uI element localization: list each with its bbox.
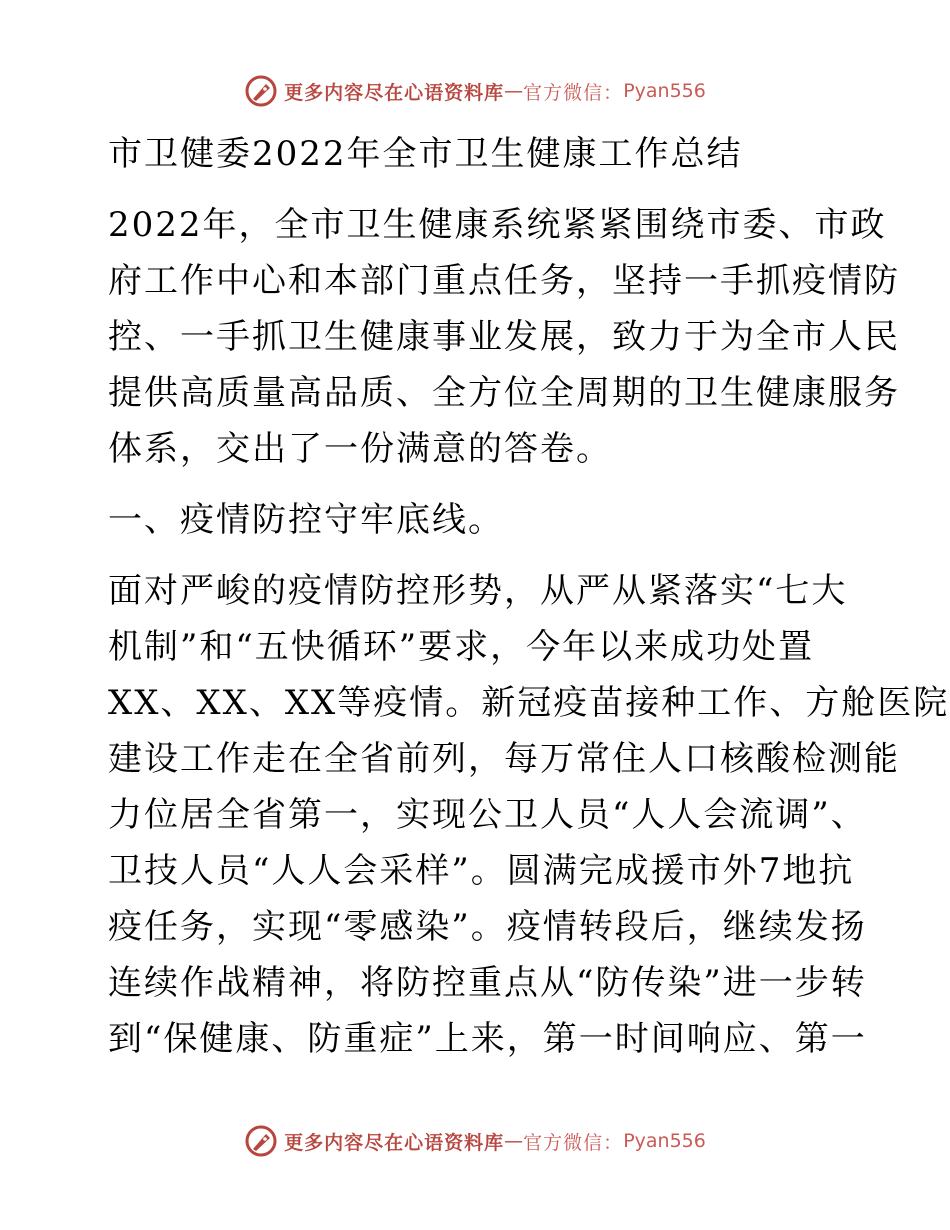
section-line: 力位居全省第一，实现公卫人员“人人会流调”、 [108, 795, 867, 835]
watermark-dash: — [504, 1130, 524, 1152]
section-line: 建设工作走在全省前列，每万常住人口核酸检测能 [108, 739, 900, 779]
section-heading: 一、疫情防控守牢底线。 [108, 500, 504, 540]
pen-nib-circle-icon [244, 1124, 278, 1158]
watermark-brand: 更多内容尽在心语资料库 [284, 1131, 505, 1154]
watermark-brand: 更多内容尽在心语资料库 [284, 81, 505, 104]
watermark-contact-id: Pyan556 [623, 80, 706, 102]
section-line: 机制”和“五快循环”要求，今年以来成功处置 [108, 627, 815, 667]
header-watermark [0, 74, 950, 108]
intro-line: 体系，交出了一份满意的答卷。 [108, 429, 612, 469]
watermark-contact-label: 官方微信： [523, 81, 624, 104]
watermark-contact-id: Pyan556 [623, 1130, 706, 1152]
section-line: 疫任务，实现“零感染”。疫情转段后，继续发扬 [108, 907, 867, 947]
intro-line: 府工作中心和本部门重点任务，坚持一手抓疫情防 [108, 261, 900, 301]
section-line: 连续作战精神，将防控重点从“防传染”进一步转 [108, 963, 867, 1003]
footer-watermark [0, 1124, 950, 1158]
intro-line: 提供高质量高品质、全方位全周期的卫生健康服务 [108, 373, 900, 413]
document-title: 市卫健委2022年全市卫生健康工作总结 [108, 134, 743, 174]
section-line: 到“保健康、防重症”上来，第一时间响应、第一 [108, 1019, 867, 1059]
section-line: 面对严峻的疫情防控形势，从严从紧落实“七大 [108, 571, 848, 611]
intro-line: 2022年，全市卫生健康系统紧紧围绕市委、市政 [108, 205, 887, 245]
intro-line: 控、一手抓卫生健康事业发展，致力于为全市人民 [108, 317, 900, 357]
watermark-contact-label: 官方微信： [523, 1131, 624, 1154]
section-line: 卫技人员“人人会采样”。圆满完成援市外7地抗 [108, 851, 855, 891]
watermark-dash: — [504, 80, 524, 102]
pen-nib-circle-icon [244, 74, 278, 108]
section-line: XX、XX、XX等疫情。新冠疫苗接种工作、方舱医院 [108, 683, 950, 723]
document-body [108, 126, 950, 1067]
